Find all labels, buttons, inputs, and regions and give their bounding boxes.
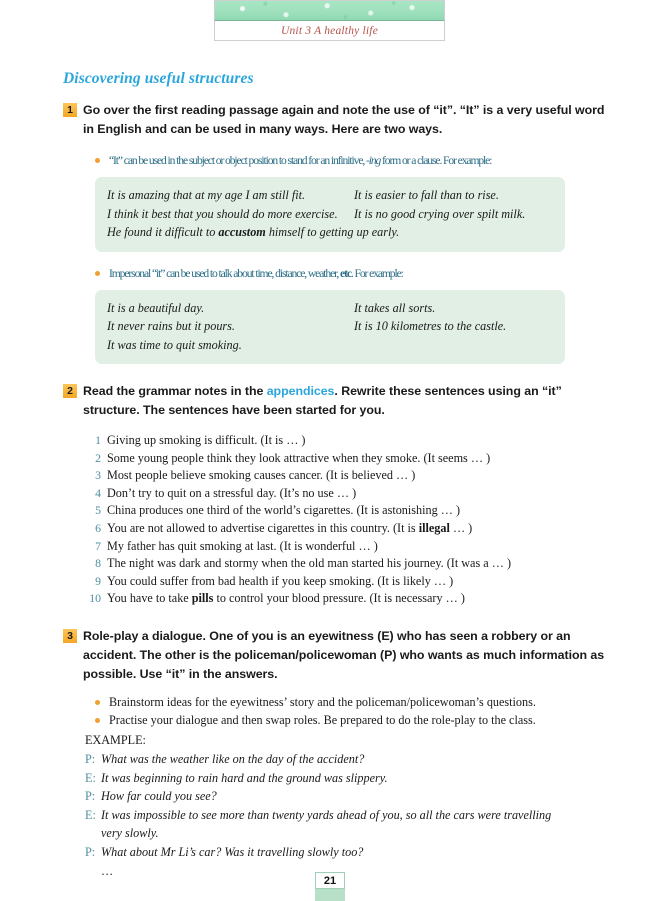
list-item (84, 573, 584, 591)
exercise-text: You could suffer from bad health if you keep smoking. (It is likely … ) (107, 573, 454, 588)
list-item (84, 520, 584, 538)
task-1-instruction: Go over the first reading passage again and note the use of “it”. “It” is a very useful word in English and can be used in many ways. Here are two ways. (83, 103, 605, 136)
example-right: It takes all sorts. (354, 300, 436, 315)
exercise-number: 9 (95, 573, 101, 588)
example-left: I think it best that you should do more exercise. (107, 206, 338, 221)
roleplay-bullet-1: Brainstorm ideas for the eyewitness’ story and the policeman/policewoman’s questions. (95, 693, 609, 712)
dialogue-line (85, 787, 595, 806)
example-box-1 (95, 177, 565, 252)
example-row (107, 223, 553, 242)
example-label: EXAMPLE: (85, 732, 146, 747)
dialogue-speaker: P: (85, 751, 96, 766)
example-row (107, 205, 553, 224)
example-row (107, 186, 553, 205)
list-item (84, 450, 584, 468)
exercise-text (101, 520, 472, 538)
exercise-list (84, 432, 584, 608)
grammar-point-2-part2: . For example: (350, 266, 403, 280)
example-right: It is 10 kilometres to the castle. (354, 319, 507, 333)
exercise-number: 3 (95, 468, 101, 483)
example-row (107, 299, 553, 318)
page-running-header (214, 0, 445, 41)
task-2-text-after-link: . Rewrite these sentences using an “it” structure. The sentences have been started for you. (83, 384, 562, 417)
example-right: It is easier to fall than to rise. (354, 188, 499, 202)
grammar-point-2-part1: Impersonal “it” can be used to talk about time, distance, weather, (109, 266, 341, 280)
dialogue-line (85, 750, 595, 769)
exercise-number: 7 (95, 538, 101, 553)
grammar-point-1-part2: form or a clause. For example: (380, 154, 492, 167)
exercise-text-post: to control your blood pressure. (It is necessary … ) (213, 591, 465, 606)
dialogue-speaker: E: (85, 807, 96, 822)
task-2 (63, 382, 608, 420)
exercise-text-bold: pills (191, 591, 214, 606)
dialogue-text: It was impossible to see more than twenty yards ahead of you, so all the cars were travelling (101, 807, 552, 822)
dialogue-speaker: P: (85, 844, 96, 859)
list-item (84, 555, 584, 573)
example-left: It is amazing that at my age I am still fit. (107, 188, 306, 202)
dialogue-ellipsis: … (101, 863, 114, 878)
dialogue-line (85, 769, 595, 788)
example-box-2 (95, 290, 565, 365)
dialogue-line (85, 843, 595, 862)
exercise-text: Most people believe smoking causes cancer. (It is believed … ) (107, 468, 416, 483)
exercise-number: 4 (95, 485, 101, 500)
footer-decorative-strip (315, 889, 345, 901)
appendices-link[interactable]: appendices (266, 384, 335, 398)
example-right: It is no good crying over spilt milk. (354, 206, 526, 221)
list-item (84, 485, 584, 503)
example-row (107, 336, 553, 355)
unit-title-caption: Unit 3 A healthy life (214, 21, 445, 41)
exercise-number: 2 (95, 450, 101, 465)
exercise-number: 6 (95, 520, 101, 535)
grammar-point-1 (95, 152, 609, 169)
example-left (107, 223, 399, 242)
dialogue-text: It was beginning to rain hard and the ground was slippery. (101, 770, 388, 785)
grammar-point-1-part1: “It” can be used in the subject or object position to stand for an infinitive, (109, 154, 366, 167)
dialogue-text: How far could you see? (101, 789, 217, 804)
exercise-text-pre: You are not allowed to advertise cigarettes in this country. (It is (107, 520, 419, 535)
example-right (354, 336, 553, 355)
dialogue-speaker: P: (85, 789, 96, 804)
task-1 (63, 101, 608, 139)
dialogue-text: What was the weather like on the day of the accident? (101, 751, 365, 766)
grammar-point-2 (95, 265, 609, 282)
page-title: Discovering useful structures (63, 70, 254, 87)
exercise-text: Don’t try to quit on a stressful day. (It’s no use … ) (107, 485, 357, 500)
example-left: It is a beautiful day. (107, 300, 205, 315)
exercise-number: 8 (95, 556, 101, 571)
example-left-bold: accustom (218, 225, 266, 239)
exercise-number: 5 (95, 503, 101, 518)
dialogue-speaker: E: (85, 770, 96, 785)
exercise-text-pre: You have to take (107, 591, 192, 606)
dialogue-block (85, 750, 595, 880)
exercise-text-post: … ) (449, 520, 473, 535)
task-2-text-before-link: Read the grammar notes in the (83, 384, 267, 398)
list-item (84, 590, 584, 608)
exercise-number: 10 (89, 591, 101, 606)
task-3-instruction: Role-play a dialogue. One of you is an eyewitness (E) who has seen a robbery or an accident. The other is the policeman/policewoman (P) who wants as much information as possible. Use “it” in the answers. (83, 628, 605, 681)
exercise-number: 1 (95, 433, 101, 447)
task-2-number: 2 (63, 384, 77, 398)
example-left-pre: He found it difficult to (107, 225, 219, 239)
list-item (84, 538, 584, 556)
list-item (84, 502, 584, 520)
grammar-point-2-bold: etc (340, 266, 351, 280)
exercise-text: Some young people think they look attractive when they smoke. (It seems … ) (107, 450, 491, 465)
dialogue-line (85, 806, 595, 825)
dialogue-text: What about Mr Li’s car? Was it travelling slowly too? (101, 844, 364, 859)
exercise-text: Giving up smoking is difficult. (It is … ) (107, 433, 306, 447)
exercise-text: My father has quit smoking at last. (It is wonderful … ) (107, 538, 378, 553)
example-left: It was time to quit smoking. (107, 337, 242, 352)
page-footer (0, 867, 650, 901)
exercise-text: China produces one third of the world’s cigarettes. (It is astonishing … ) (107, 503, 461, 518)
task-3 (63, 627, 608, 684)
list-item (84, 467, 584, 485)
page-number: 21 (315, 872, 345, 889)
example-row (107, 317, 553, 336)
task-1-number: 1 (63, 103, 77, 117)
exercise-text: The night was dark and stormy when the old man started his journey. (It was a … ) (107, 556, 512, 571)
exercise-text-bold: illegal (418, 520, 450, 535)
dialogue-continuation: very slowly. (101, 826, 159, 841)
page-content (0, 70, 650, 880)
list-item (84, 432, 584, 450)
task-2-instruction (83, 382, 608, 420)
task-3-number: 3 (63, 629, 77, 643)
example-left-post: himself to getting up early. (265, 225, 400, 239)
grammar-point-1-italic: -ing (365, 154, 381, 167)
header-decorative-band (214, 0, 445, 21)
roleplay-bullet-2: Practise your dialogue and then swap roles. Be prepared to do the role-play to the class. (95, 711, 609, 730)
exercise-text (101, 590, 465, 608)
example-left: It never rains but it pours. (107, 319, 235, 333)
